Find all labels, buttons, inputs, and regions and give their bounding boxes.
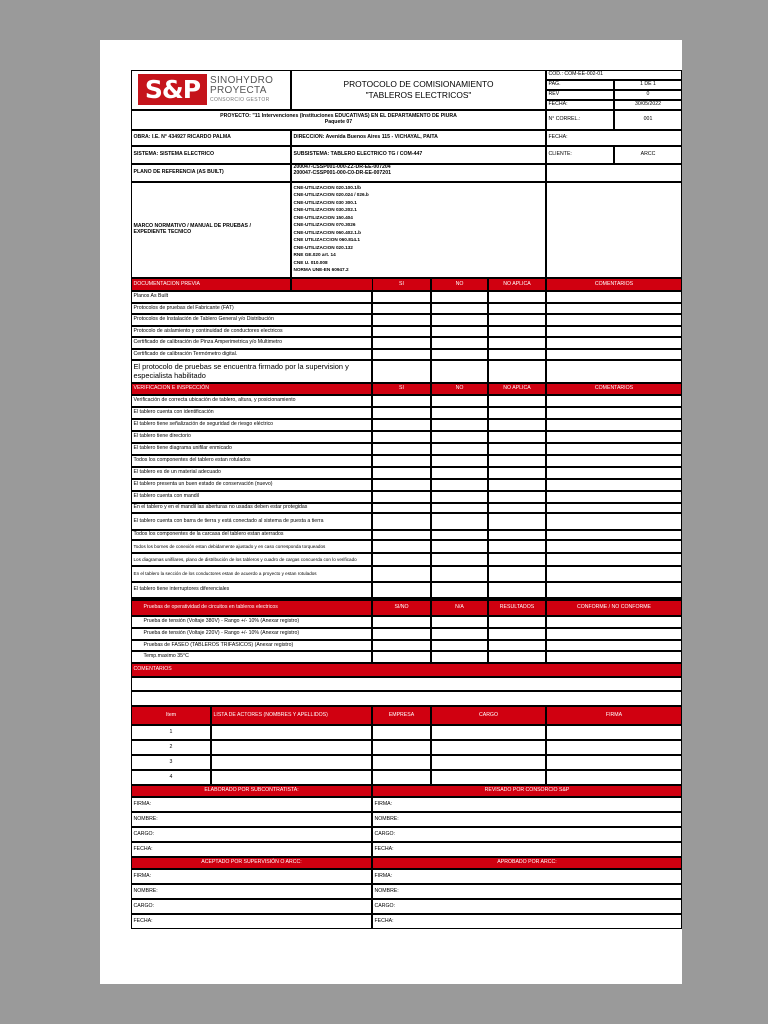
verif-col-si: SI bbox=[372, 383, 431, 395]
doc-item-label: Planos As Built bbox=[131, 291, 372, 303]
verif-check-na[interactable] bbox=[488, 503, 546, 513]
doc-item-label: Certificado de calibración Termómetro digital. bbox=[131, 349, 372, 360]
verif-check-si[interactable] bbox=[372, 443, 431, 455]
test-result[interactable] bbox=[488, 628, 546, 640]
test-item-text: Prueba de tensión (Voltaje 220V) - Rango +/- 10% (Anexar registro) bbox=[143, 630, 300, 637]
verif-comment[interactable] bbox=[546, 503, 682, 513]
verif-check-si[interactable] bbox=[372, 540, 431, 553]
marco-label bbox=[131, 182, 291, 278]
verif-item-label: El tablero es de un material adecuado bbox=[131, 467, 372, 479]
verif-item-label: Todos los componentes de la carcasa del tablero estan aterrados bbox=[131, 530, 372, 540]
marco-item: CNE-UTILIZACION 060.402.1.b bbox=[293, 229, 361, 235]
actor-name-input[interactable] bbox=[211, 725, 372, 740]
doc-check-no[interactable] bbox=[431, 303, 488, 314]
test-item-label bbox=[131, 651, 372, 663]
doc-item-label: Protocolo de aislamiento y continuidad de conductores electricos bbox=[131, 326, 372, 337]
verif-check-na[interactable] bbox=[488, 479, 546, 491]
title-line-1: PROTOCOLO DE COMISIONAMIENTO bbox=[343, 78, 494, 89]
doc-check-si[interactable] bbox=[372, 349, 431, 360]
verif-item-label: Todos los bornes de conexión estan debidamente ajustado y en caso corresponda torqueados bbox=[131, 540, 372, 553]
marco-blank bbox=[546, 182, 682, 278]
rev-label: REV bbox=[546, 90, 614, 100]
doc-col-comments: COMENTARIOS bbox=[546, 278, 682, 291]
test-conformity[interactable] bbox=[546, 616, 682, 628]
marco-item: RNE GE.020 art. 14 bbox=[293, 252, 336, 258]
document-title bbox=[291, 70, 546, 110]
test-item-label bbox=[131, 616, 372, 628]
sign-elaborado-right-field[interactable]: FECHA: bbox=[372, 842, 682, 857]
verif-comment[interactable] bbox=[546, 443, 682, 455]
sign-aceptado-left-title: ACEPTADO POR SUPERVISIÓN O ARCC: bbox=[131, 857, 372, 869]
logo-proyecta: PROYECTA bbox=[210, 85, 267, 96]
doc-check-na[interactable] bbox=[488, 337, 546, 349]
sistema-field: SISTEMA: SISTEMA ELECTRICO bbox=[131, 146, 291, 164]
doc-comment[interactable] bbox=[546, 337, 682, 349]
test-item-text: Pruebas de FASEO (TABLEROS TRIFASICOS) (Anexar registro) bbox=[143, 641, 294, 648]
sign-elaborado-right-field[interactable]: NOMBRE: bbox=[372, 812, 682, 827]
plano-line-1: 200047-CSSP001-000-ZZ-DR-EE-007204 bbox=[293, 164, 391, 170]
verif-check-no[interactable] bbox=[431, 395, 488, 407]
verif-item-label: El tablero tiene señalización de seguridad de riesgo eléctrico bbox=[131, 419, 372, 431]
test-check-na[interactable] bbox=[431, 616, 488, 628]
rev-value: 0 bbox=[614, 90, 682, 100]
tests-col-conformity: CONFORME / NO CONFORME bbox=[546, 600, 682, 616]
doc-comment[interactable] bbox=[546, 291, 682, 303]
verif-comment[interactable] bbox=[546, 455, 682, 467]
verif-item-label: El tablero tiene diagrama unifilar enmicado bbox=[131, 443, 372, 455]
verif-check-na[interactable] bbox=[488, 395, 546, 407]
verif-check-na[interactable] bbox=[488, 419, 546, 431]
comments-line[interactable] bbox=[131, 691, 682, 706]
verif-check-no[interactable] bbox=[431, 540, 488, 553]
verif-item-label: El tablero tiene interruptores diferenciales bbox=[131, 582, 372, 598]
test-item-label bbox=[131, 640, 372, 651]
doc-comment[interactable] bbox=[546, 303, 682, 314]
actor-position-input[interactable] bbox=[431, 770, 546, 785]
doc-item-label: El protocolo de pruebas se encuentra firmado por la supervision y especialista habilitado bbox=[131, 360, 372, 383]
actors-col-list: LISTA DE ACTORES (NOMBRES Y APELLIDOS) bbox=[211, 706, 372, 725]
actor-item-number: 1 bbox=[131, 725, 211, 740]
project-line-1: PROYECTO: "11 Intervenciones (Instituciones EDUCATIVAS) EN EL DEPARTAMENTO DE PIURA bbox=[220, 113, 457, 120]
doc-section-title: DOCUMENTACION PREVIA bbox=[131, 278, 291, 291]
doc-check-no[interactable] bbox=[431, 314, 488, 326]
tests-col-results: RESULTADOS bbox=[488, 600, 546, 616]
verif-check-na[interactable] bbox=[488, 455, 546, 467]
project-name bbox=[131, 110, 546, 130]
actor-position-input[interactable] bbox=[431, 740, 546, 755]
verif-check-na[interactable] bbox=[488, 467, 546, 479]
doc-check-na[interactable] bbox=[488, 349, 546, 360]
verif-comment[interactable] bbox=[546, 395, 682, 407]
verif-check-no[interactable] bbox=[431, 503, 488, 513]
page-value: 1 DE 1 bbox=[614, 80, 682, 90]
doc-check-na[interactable] bbox=[488, 326, 546, 337]
verif-comment[interactable] bbox=[546, 479, 682, 491]
test-check-sino[interactable] bbox=[372, 616, 431, 628]
verif-check-si[interactable] bbox=[372, 491, 431, 503]
verif-comment[interactable] bbox=[546, 467, 682, 479]
test-conformity[interactable] bbox=[546, 640, 682, 651]
doc-check-si[interactable] bbox=[372, 303, 431, 314]
verif-check-no[interactable] bbox=[431, 582, 488, 598]
verif-item-label: El tablero tiene directorio bbox=[131, 431, 372, 443]
actor-item-number: 2 bbox=[131, 740, 211, 755]
doc-comment[interactable] bbox=[546, 360, 682, 383]
verif-item-label: Todos los componentes del tablero estan rotulados bbox=[131, 455, 372, 467]
verif-comment[interactable] bbox=[546, 553, 682, 566]
verif-comment[interactable] bbox=[546, 431, 682, 443]
test-check-na[interactable] bbox=[431, 651, 488, 663]
verif-item-label: El tablero cuenta con mandil bbox=[131, 491, 372, 503]
correl-label: N° CORREL.: bbox=[546, 110, 614, 130]
verif-check-na[interactable] bbox=[488, 443, 546, 455]
sign-aceptado-left-field[interactable]: NOMBRE: bbox=[131, 884, 372, 899]
doc-check-si[interactable] bbox=[372, 337, 431, 349]
test-check-na[interactable] bbox=[431, 628, 488, 640]
sign-elaborado-right-field[interactable]: CARGO: bbox=[372, 827, 682, 842]
verif-comment[interactable] bbox=[546, 530, 682, 540]
verif-comment[interactable] bbox=[546, 419, 682, 431]
logo-sinohydro: SINOHYDRO bbox=[210, 75, 274, 86]
verif-check-no[interactable] bbox=[431, 491, 488, 503]
plano-values bbox=[291, 164, 546, 182]
sign-aceptado-right-title: APROBADO POR ARCC: bbox=[372, 857, 682, 869]
doc-comment[interactable] bbox=[546, 349, 682, 360]
verif-item-label: En el tablero la sección de los conductores estan de acuerdo a proyecto y estan rotulados bbox=[131, 566, 372, 582]
verif-check-no[interactable] bbox=[431, 407, 488, 419]
verif-check-si[interactable] bbox=[372, 419, 431, 431]
actor-position-input[interactable] bbox=[431, 755, 546, 770]
actor-company-input[interactable] bbox=[372, 740, 431, 755]
verif-item-label: Los diagramas unifilares, plano de distribución de los tableros y cuadro de cargas concuerda con lo verificado bbox=[131, 553, 372, 566]
test-check-sino[interactable] bbox=[372, 651, 431, 663]
doc-item-label: Protocolos de Instalación de Tablero General y/o Distribución bbox=[131, 314, 372, 326]
verif-check-si[interactable] bbox=[372, 582, 431, 598]
verif-check-no[interactable] bbox=[431, 431, 488, 443]
marco-item: CNE-UTILIZACION 070.3026 bbox=[293, 222, 356, 228]
doc-item-label: Protocolos de pruebas del Fabricante (FAT) bbox=[131, 303, 372, 314]
verif-check-si[interactable] bbox=[372, 513, 431, 530]
verif-check-si[interactable] bbox=[372, 566, 431, 582]
test-check-na[interactable] bbox=[431, 640, 488, 651]
verif-item-label: El tablero presenta un buen estado de conservación (nuevo) bbox=[131, 479, 372, 491]
verif-check-si[interactable] bbox=[372, 553, 431, 566]
sign-aceptado-right-field[interactable]: NOMBRE: bbox=[372, 884, 682, 899]
marco-item: NORMA UNE-EN 60947.2 bbox=[293, 266, 349, 272]
verif-comment[interactable] bbox=[546, 513, 682, 530]
obra-field: OBRA: I.E. N° 434927 RICARDO PALMA bbox=[131, 130, 291, 146]
sp-logo-badge: S&P bbox=[138, 74, 207, 105]
verif-check-no[interactable] bbox=[431, 530, 488, 540]
test-item-label bbox=[131, 628, 372, 640]
verif-check-na[interactable] bbox=[488, 491, 546, 503]
verif-check-no[interactable] bbox=[431, 455, 488, 467]
date-label: FECHA: bbox=[546, 100, 614, 110]
marco-item: CNE-UTILIZACION 020.024 / 026.b bbox=[293, 192, 369, 198]
test-result[interactable] bbox=[488, 616, 546, 628]
sign-elaborado-left-title: ELABORADO POR SUBCONTRATISTA: bbox=[131, 785, 372, 797]
comments-title: COMENTARIOS bbox=[131, 663, 682, 677]
test-result[interactable] bbox=[488, 651, 546, 663]
marco-item: CNE-UTILIZACION 030.202.1 bbox=[293, 207, 357, 213]
tests-title-text: Pruebas de operatividad de circuitos en tableros electricos bbox=[143, 604, 278, 611]
sign-elaborado-left-field[interactable]: FECHA: bbox=[131, 842, 372, 857]
cliente-value: ARCC bbox=[614, 146, 682, 164]
verif-comment[interactable] bbox=[546, 582, 682, 598]
plano-line-2: 200047-CSSP001-000-C0-DR-EE-007201 bbox=[293, 169, 391, 176]
test-conformity[interactable] bbox=[546, 651, 682, 663]
verif-item-label: En el tablero y en el mandil las aberturas no usadas deben estar protegidas bbox=[131, 503, 372, 513]
sign-aceptado-left-field[interactable]: FECHA: bbox=[131, 914, 372, 929]
actor-company-input[interactable] bbox=[372, 725, 431, 740]
actor-company-input[interactable] bbox=[372, 770, 431, 785]
doc-check-na[interactable] bbox=[488, 303, 546, 314]
doc-check-si[interactable] bbox=[372, 291, 431, 303]
verif-check-na[interactable] bbox=[488, 582, 546, 598]
verif-section-title: VERIFICACION E INSPECCIÓN bbox=[131, 383, 372, 395]
actors-col-item: Item bbox=[131, 706, 211, 725]
verif-check-na[interactable] bbox=[488, 530, 546, 540]
doc-item-label: Certificado de calibración de Pinza Amperimetrica y/o Multimetro bbox=[131, 337, 372, 349]
sign-elaborado-right-field[interactable]: FIRMA: bbox=[372, 797, 682, 812]
doc-check-no[interactable] bbox=[431, 291, 488, 303]
correl-value: 001 bbox=[614, 110, 682, 130]
actor-signature-input[interactable] bbox=[546, 725, 682, 740]
doc-check-no[interactable] bbox=[431, 360, 488, 383]
verif-comment[interactable] bbox=[546, 491, 682, 503]
verif-check-no[interactable] bbox=[431, 467, 488, 479]
actor-company-input[interactable] bbox=[372, 755, 431, 770]
verif-check-na[interactable] bbox=[488, 431, 546, 443]
test-check-sino[interactable] bbox=[372, 628, 431, 640]
page-label: PAG. bbox=[546, 80, 614, 90]
title-line-2: "TABLEROS ELECTRICOS" bbox=[365, 90, 472, 100]
doc-check-si[interactable] bbox=[372, 360, 431, 383]
actor-name-input[interactable] bbox=[211, 770, 372, 785]
sign-aceptado-left-field[interactable]: FIRMA: bbox=[131, 869, 372, 884]
doc-check-no[interactable] bbox=[431, 326, 488, 337]
marco-item: CNE-UTILIZACION 150.404 bbox=[293, 214, 353, 220]
verif-check-no[interactable] bbox=[431, 566, 488, 582]
actor-signature-input[interactable] bbox=[546, 755, 682, 770]
subsistema-field: SUBSISTEMA: TABLERO ELECTRICO TG / COM-447 bbox=[291, 146, 546, 164]
plano-blank bbox=[546, 164, 682, 182]
verif-col-comments: COMENTARIOS bbox=[546, 383, 682, 395]
verif-check-no[interactable] bbox=[431, 479, 488, 491]
sign-aceptado-right-field[interactable]: FIRMA: bbox=[372, 869, 682, 884]
actors-col-signature: FIRMA bbox=[546, 706, 682, 725]
fecha-field: FECHA: bbox=[546, 130, 682, 146]
logo-consorcio: CONSORCIO GESTOR bbox=[210, 97, 270, 103]
doc-check-na[interactable] bbox=[488, 314, 546, 326]
verif-comment[interactable] bbox=[546, 566, 682, 582]
actor-item-number: 3 bbox=[131, 755, 211, 770]
doc-code: COD.: COM-EE-002-01 bbox=[546, 70, 682, 80]
test-item-text: Temp.maximo 35°C bbox=[143, 653, 189, 660]
sign-aceptado-left-field[interactable]: CARGO: bbox=[131, 899, 372, 914]
marco-item: CNE U. 010.008 bbox=[293, 259, 328, 265]
verif-check-si[interactable] bbox=[372, 467, 431, 479]
verif-col-no: NO bbox=[431, 383, 488, 395]
doc-check-si[interactable] bbox=[372, 326, 431, 337]
sign-elaborado-right-title: REVISADO POR CONSORCIO S&P bbox=[372, 785, 682, 797]
verif-check-no[interactable] bbox=[431, 443, 488, 455]
test-item-text: Prueba de tensión (Voltaje 380V) - Rango +/- 10% (Anexar registro) bbox=[143, 618, 300, 625]
verif-check-si[interactable] bbox=[372, 503, 431, 513]
marco-item: CNE-UTILIZACION 020.100.1/b bbox=[293, 185, 361, 190]
project-line-2: Paquete 07 bbox=[324, 119, 353, 125]
test-result[interactable] bbox=[488, 640, 546, 651]
tests-section-title bbox=[131, 600, 372, 616]
doc-col-no: NO bbox=[431, 278, 488, 291]
verif-check-si[interactable] bbox=[372, 479, 431, 491]
test-conformity[interactable] bbox=[546, 628, 682, 640]
doc-check-no[interactable] bbox=[431, 337, 488, 349]
sign-elaborado-left-field[interactable]: FIRMA: bbox=[131, 797, 372, 812]
actor-name-input[interactable] bbox=[211, 755, 372, 770]
verif-check-na[interactable] bbox=[488, 513, 546, 530]
tests-col-sino: SI/NO bbox=[372, 600, 431, 616]
verif-check-na[interactable] bbox=[488, 407, 546, 419]
marco-list bbox=[291, 182, 546, 278]
doc-check-na[interactable] bbox=[488, 360, 546, 383]
doc-check-no[interactable] bbox=[431, 349, 488, 360]
date-value: 30/05/2022 bbox=[614, 100, 682, 110]
doc-comment[interactable] bbox=[546, 314, 682, 326]
marco-item: CNE-UTILIZACION 020.132 bbox=[293, 244, 353, 250]
doc-check-na[interactable] bbox=[488, 291, 546, 303]
actor-name-input[interactable] bbox=[211, 740, 372, 755]
verif-item-label: El tablero cuenta con identificación bbox=[131, 407, 372, 419]
doc-col-si: SI bbox=[372, 278, 431, 291]
verif-check-si[interactable] bbox=[372, 530, 431, 540]
verif-col-na: NO APLICA bbox=[488, 383, 546, 395]
verif-check-na[interactable] bbox=[488, 553, 546, 566]
sign-elaborado-left-field[interactable]: NOMBRE: bbox=[131, 812, 372, 827]
actor-signature-input[interactable] bbox=[546, 740, 682, 755]
verif-item-label: Verificación de correcta ubicación de tablero, altura, y posicionamiento bbox=[131, 395, 372, 407]
comments-line[interactable] bbox=[131, 677, 682, 691]
actor-position-input[interactable] bbox=[431, 725, 546, 740]
doc-comment[interactable] bbox=[546, 326, 682, 337]
marco-label-line-1: MARCO NORMATIVO / MANUAL DE PRUEBAS / bbox=[133, 223, 251, 230]
verif-check-na[interactable] bbox=[488, 540, 546, 553]
verif-check-si[interactable] bbox=[372, 407, 431, 419]
protocol-sheet bbox=[100, 40, 682, 984]
cliente-label: CLIENTE: bbox=[546, 146, 614, 164]
sign-elaborado-left-field[interactable]: CARGO: bbox=[131, 827, 372, 842]
verif-item-label: El tablero cuenta con barra de tierra y está conectado al sistema de puesta a tierra bbox=[131, 513, 372, 530]
actor-item-number: 4 bbox=[131, 770, 211, 785]
verif-comment[interactable] bbox=[546, 407, 682, 419]
marco-item: CNE UTILIZACCION 060.814.1 bbox=[293, 237, 360, 243]
verif-check-no[interactable] bbox=[431, 513, 488, 530]
test-check-sino[interactable] bbox=[372, 640, 431, 651]
company-logo bbox=[131, 70, 291, 110]
plano-label: PLANO DE REFERENCIA (AS BUILT) bbox=[131, 164, 291, 182]
marco-item: CNE-UTILIZACION 030 300.1 bbox=[293, 199, 357, 205]
doc-col-na: NO APLICA bbox=[488, 278, 546, 291]
sign-aceptado-right-field[interactable]: CARGO: bbox=[372, 899, 682, 914]
actors-col-company: EMPRESA bbox=[372, 706, 431, 725]
actors-col-position: CARGO bbox=[431, 706, 546, 725]
verif-check-si[interactable] bbox=[372, 455, 431, 467]
direccion-field: DIRECCION: Avenida Buenos Aires 115 - VICHAYAL, PAITA bbox=[291, 130, 546, 146]
verif-check-no[interactable] bbox=[431, 553, 488, 566]
actor-signature-input[interactable] bbox=[546, 770, 682, 785]
verif-check-si[interactable] bbox=[372, 431, 431, 443]
marco-label-line-2: EXPEDIENTE TECNICO bbox=[133, 229, 192, 235]
verif-check-no[interactable] bbox=[431, 419, 488, 431]
tests-col-na: N/A bbox=[431, 600, 488, 616]
verif-check-si[interactable] bbox=[372, 395, 431, 407]
sign-aceptado-right-field[interactable]: FECHA: bbox=[372, 914, 682, 929]
verif-comment[interactable] bbox=[546, 540, 682, 553]
doc-check-si[interactable] bbox=[372, 314, 431, 326]
verif-check-na[interactable] bbox=[488, 566, 546, 582]
